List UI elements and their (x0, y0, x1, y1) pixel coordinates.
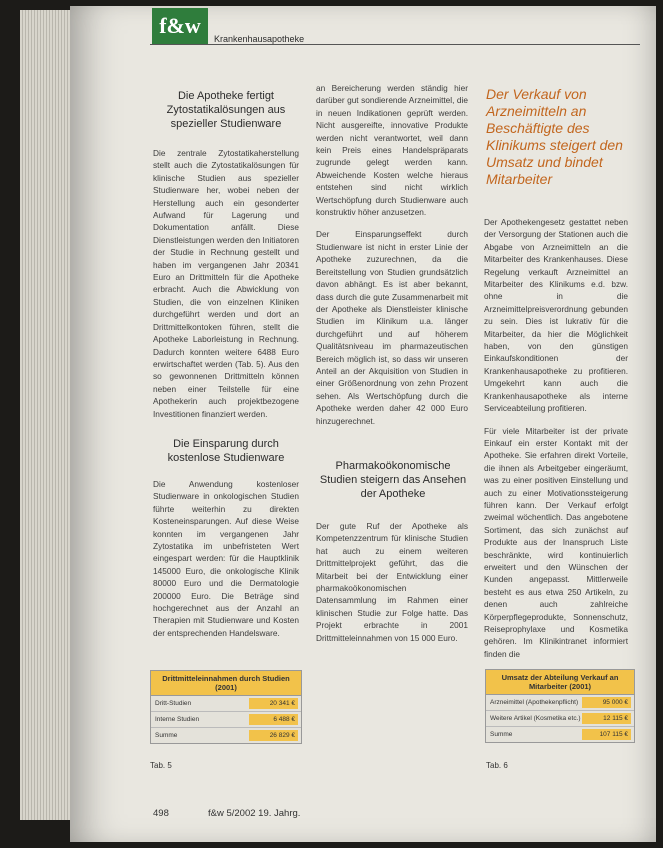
left-column (153, 147, 299, 430)
left-heading-1: Die Apotheke fertigt Zytostatikalösungen aus spezieller Studienware (166, 90, 286, 130)
table-6-caption: Tab. 6 (486, 761, 508, 770)
table-5 (150, 670, 302, 744)
left-paragraph-1: Die zentrale Zytostatikaherstellung stellt auch die Zytostatikalösungen für klinische Studien aus spezieller Studienware her, wobei neben der Herstellung auch ein gesonderter Aufwand für Lagerung und Dokumentation anfällt. Diese Dienstleistungen werden den Initiatoren der Studie in Rechnung gestellt und haben im vergangenen Jahr 20341 Euro an Drittmitteln für die Apotheke erbracht. Auch die Abwicklung von Studien, die von einzelnen Kliniken durchgeführt werden und dort an Drittmittelkontoken führen, stellt die Apotheke Laborleistung in Rechnung. Dadurch konnten weitere 6488 Euro erwirtschaftet werden (Tab. 5). Aus den so gewonnenen Drittmitteln können neben einer Teilstelle für eine Apothekerin auch projektbezogene Investitionen finanziert werden. (153, 148, 299, 419)
table-5-caption: Tab. 5 (150, 761, 172, 770)
table-row (486, 695, 634, 711)
table-row (486, 727, 634, 742)
left-column-2 (153, 478, 299, 649)
row-value: 6 488 € (249, 714, 298, 725)
row-value: 95 000 € (582, 697, 631, 708)
journal-logo: f&w (152, 8, 208, 44)
table-row (486, 711, 634, 727)
row-label: Dritt-Studien (155, 700, 192, 707)
left-heading-2: Die Einsparung durch kostenlose Studienware (167, 438, 285, 464)
table-row (151, 696, 301, 712)
row-label: Arzneimittel (Apothekenpflicht) (490, 699, 579, 706)
row-value: 107 115 € (582, 729, 631, 740)
page-number: 498 (153, 808, 169, 819)
table-6-title: Umsatz der Abteilung Verkauf an Mitarbeiter (2001) (486, 670, 634, 695)
table-row (151, 712, 301, 728)
middle-paragraph-3: Der gute Ruf der Apotheke als Kompetenzzentrum für klinische Studien hat auch zu einem weiteren Drittmittelprojekt geführt, das die Mitarbeit bei der Entwicklung einer pharmakoökonomischen Datensammlung im Rahmen einer klinischen Studie zur Folge hatte. Das Projekt erbrachte in 2001 Drittmitteleinnahmen von 15 000 Euro. (316, 521, 468, 643)
row-value: 12 115 € (582, 713, 631, 724)
row-label: Summe (490, 731, 513, 738)
table-5-title: Drittmitteleinnahmen durch Studien (2001) (151, 671, 301, 696)
right-column (484, 216, 628, 670)
middle-column (316, 82, 468, 437)
row-value: 26 829 € (249, 730, 298, 741)
journal-issue: f&w 5/2002 19. Jahrg. (208, 808, 301, 819)
middle-heading: Pharmakoökonomische Studien steigern das Ansehen der Apotheke (319, 460, 467, 500)
right-paragraph-2: Für viele Mitarbeiter ist der private Einkauf ein erster Kontakt mit der Apotheke. Sie erfahren direkt Vorteile, die ihnen als Arbeitgeber eingeräumt, was zu einer positiven Einstellung und auch zu einer Motivationssteigerung führen kann. Der Verkauf erfolgt zweimal wöchentlich. Das angebotene Sortiment, das sich zunächst auf Produkte aus der Inanspruch Liste beschränkte, wird kontinuierlich erweitert und den Wünschen der Kunden angepasst. Mittlerweile besteht es aus etwa 250 Artikeln, zu denen auch zahlreiche Körperpflegeprodukte, Sonnenschutz, Reiseprophylaxe und Kosmetika gehören. Im Klinikintranet informiert finden die (484, 425, 628, 659)
right-paragraph-1: Der Apothekengesetz gestattet neben der Versorgung der Stationen auch die Abgabe von Arzneimitteln an die Mitarbeiter des Krankenhauses. Diese Regelung verkauft Arzneimittel an Mitarbeiter des Klinikums e.d. bzw. ohne in die Arzneimittelpreisverordnung gebunden zu sein. Dies ist lukrativ für die Mitarbeiter, da hier die Möglichkeit haben, von den günstigen Einkaufskonditionen der Krankenhausapotheke zu profitieren. Umgekehrt kann auch die Krankenhausapotheke als interne Serviceabteilung profitieren. (484, 217, 628, 414)
table-6 (485, 669, 635, 743)
table-row (151, 728, 301, 743)
lead-heading: Der Verkauf von Arzneimitteln an Beschäftigte des Klinikums steigert den Umsatz und bindet Mitarbeiter (486, 86, 623, 187)
header-rule (150, 44, 640, 45)
row-label: Interne Studien (155, 716, 200, 723)
row-label: Weitere Artikel (Kosmetika etc.) (490, 715, 581, 722)
middle-paragraph-2: Der Einsparungseffekt durch Studienware ist nicht in erster Linie der Apotheke zuzurechnen, da die Bereitstellung von Studien grundsätzlich davon abhängt. Es ist aber bekannt, dass durch die gute Zusammenarbeit mit der Apotheke als Dienstleister klinische Studien im Klinikum u.a. länger durchgeführt und auf höherem Qualitätsniveau im pharmazeutischen Bereich möglich ist, so dass wir unseren Anteil an der Akquisition von Studien in einer Größenordnung von zehn Prozent sehen. Als Wertschöpfung durch die Apotheke werden daher 42 000 Euro hinzugerechnet. (316, 229, 468, 426)
middle-column-2 (316, 520, 468, 654)
row-label: Summe (155, 732, 178, 739)
left-paragraph-2: Die Anwendung kostenloser Studienware in onkologischen Studien führte weiterhin zu direkten Kosteneinsparungen. Auf diese Weise konnten im vergangenen Jahr Zytostatika im unbefristeten Wert eingespart werden: für die Hauptklinik 145000 Euro, die onkologische Klinik 80000 Euro und die Dermatologie 200000 Euro. Die Beträge sind hochgerechnet aus der Anzahl an Therapien mit Studienware und Kosten der entsprechenden Handelsware. (153, 479, 299, 638)
middle-paragraph-1: an Bereicherung werden ständig hier darüber gut sondierende Arzneimittel, die in neuen Indikationen geprüft werden. Nicht ausgereifte, innovative Produkte werden nicht verantwortet, weil dann kein Preis eines Handelspräparats zugrunde gelegt werden kann. Abweichende Kosten welche hieraus entstehen sind nicht wirklich Wertschöpfung durch Studienware auch konstruktiv höher anzusetzen. (316, 83, 468, 218)
row-value: 20 341 € (249, 698, 298, 709)
section-title: Krankenhausapotheke (214, 34, 305, 44)
